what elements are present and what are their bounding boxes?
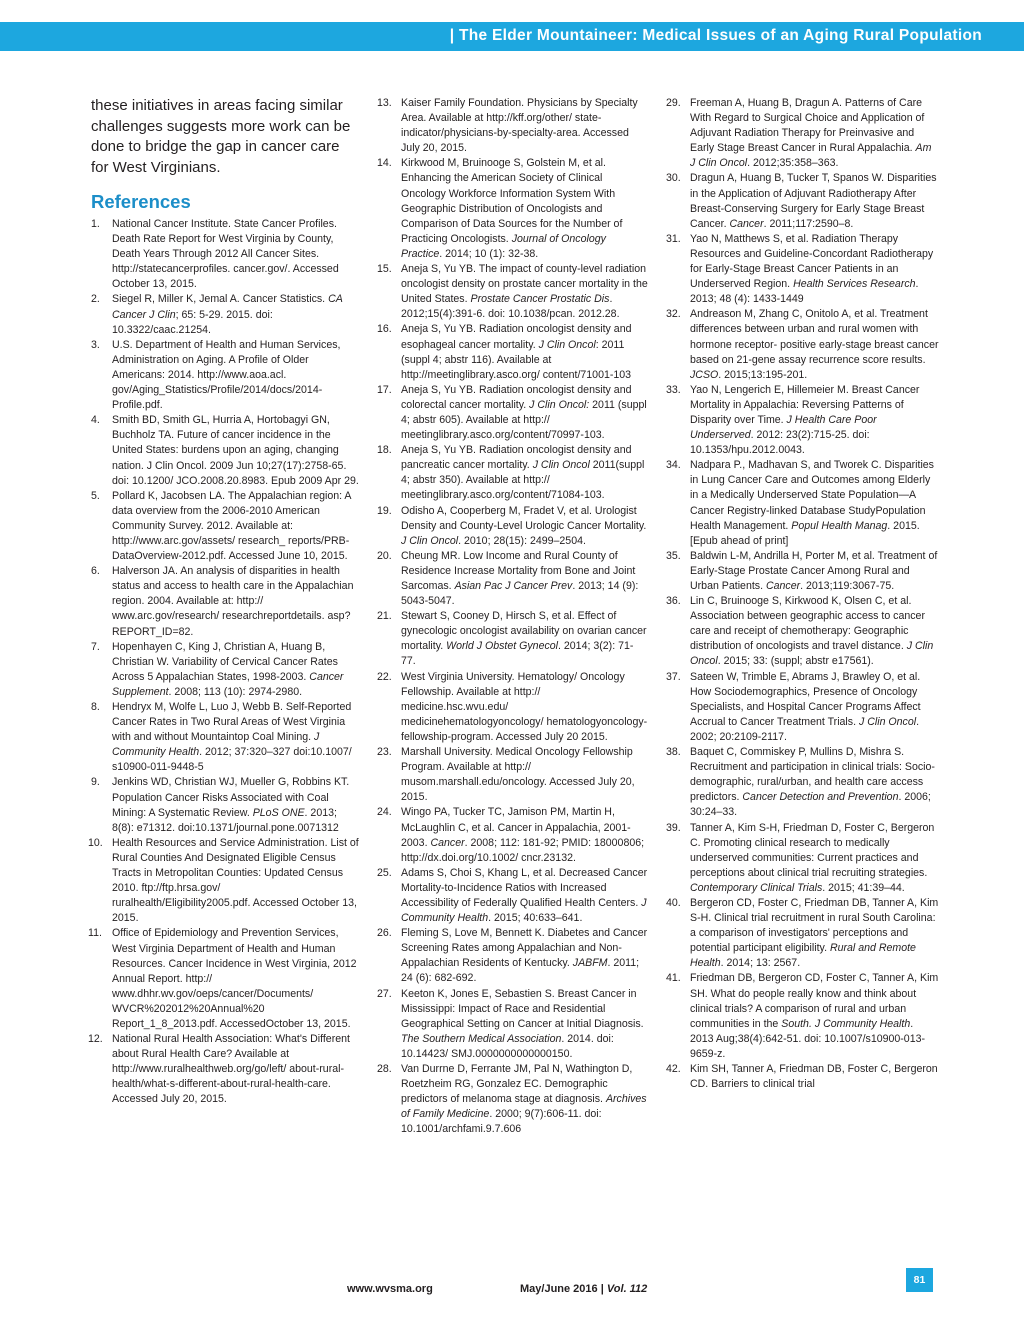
reference-text: . 2014; 13: 2567.	[720, 957, 801, 970]
reference-item	[666, 549, 939, 594]
reference-text: . 2008; 113 (10): 2974-2980.	[168, 685, 303, 698]
column-right	[666, 96, 939, 1092]
reference-number: 23.	[377, 746, 392, 759]
reference-text: . 2013;119:3067-75.	[800, 580, 895, 592]
reference-text: . 2013; 48 (4): 1433-1449	[690, 278, 919, 306]
reference-italic-text: Prostate Cancer Prostatic Dis	[470, 293, 610, 306]
reference-number: 17.	[377, 383, 392, 396]
reference-item	[377, 383, 648, 443]
reference-text: Aneja S, Yu YB. Radiation oncologist density and pancreatic cancer mortality.	[401, 444, 632, 472]
reference-item	[91, 217, 359, 292]
reference-text: . 2012;35:358–363.	[747, 157, 839, 170]
reference-item	[666, 896, 939, 971]
reference-italic-text: PLoS ONE	[252, 806, 305, 819]
reference-text: 2011(suppl 4; abstr 350). Available at http:// meetinglibrary.asco.org/content/71084-103.	[401, 459, 645, 502]
reference-text: Hopenhayen C, King J, Christian A, Huang B, Christian W. Variability of Cervical Cancer Rates Across 5 Appalachian States, 1998-2003.	[112, 640, 338, 683]
reference-item	[377, 96, 648, 156]
reference-italic-text: J Clin Oncol	[690, 640, 934, 668]
footer-website: www.wvsma.org	[347, 1283, 433, 1295]
reference-text: Bergeron CD, Foster C, Friedman DB, Tanner A, Kim S-H. Clinical trial recruitment in rural South Carolina: a comparison of investigators' perceptions and potential participant eligibility.	[690, 896, 939, 955]
reference-text: Marshall University. Medical Oncology Fellowship Program. Available at http:// musom.marshall.edu/oncology. Accessed July 20, 2015.	[401, 746, 635, 804]
reference-text: ; 65: 5-29. 2015. doi: 10.3322/caac.21254.	[112, 308, 273, 336]
reference-item	[377, 504, 648, 549]
reference-text: . 2008; 112: 181-92; PMID: 18000806; http://dx.doi.org/10.1002/ cncr.23132.	[401, 836, 645, 864]
reference-italic-text: J Clin Oncol	[532, 459, 590, 472]
reference-number: 18.	[377, 444, 392, 457]
reference-item	[666, 594, 939, 669]
reference-text: . 2014; 10 (1): 32-38.	[439, 247, 539, 260]
reference-text: Wingo PA, Tucker TC, Jamison PM, Martin H, McLaughlin C, et al. Cancer in Appalachia, 2001-2003.	[401, 806, 631, 849]
reference-number: 21.	[377, 610, 392, 623]
reference-number: 16.	[377, 323, 392, 336]
reference-text: Lin C, Bruinooge S, Kirkwood K, Olsen C, et al. Association between geographic access to cancer care and receipt of chemotherapy: Geographic distribution of oncologists and travel distance.	[690, 595, 925, 653]
reference-item	[666, 232, 939, 307]
reference-item	[91, 489, 359, 564]
reference-italic-text: Rural and Remote Health	[690, 942, 916, 970]
reference-number: 20.	[377, 549, 392, 562]
footer-volume: Vol. 112	[606, 1283, 648, 1295]
reference-text: Andreason M, Zhang C, Onitolo A, et al. Treatment differences between urban and rural women with hormone receptor- positive early-stage breast cancer based on 21-gene assay recurrence score results.	[690, 308, 939, 366]
reference-italic-text: J Clin Oncol	[858, 715, 917, 728]
reference-text: . 2012; 37:320–327 doi:10.1007/ s10900-011-9448-5	[112, 746, 352, 774]
reference-italic-text: The Southern Medical Association	[401, 1032, 562, 1045]
reference-italic-text: CA Cancer J Clin	[112, 293, 343, 321]
reference-text: Office of Epidemiology and Prevention Services, West Virginia Department of Health and Human Resources. Cancer Incidence in West Virginia, 2012 Annual Report. http:// www.dhhr.wv.gov/oeps/cancer/Documents/ WVCR%202012%20Annual%20 Report_1_8_2013.pdf. AccessedOctober 13, 2015.	[112, 927, 357, 1030]
reference-italic-text: Archives of Family Medicine	[401, 1093, 647, 1121]
reference-number: 39.	[666, 821, 681, 834]
reference-italic-text: J Clin Oncol	[401, 534, 459, 547]
reference-item	[377, 443, 648, 503]
column-left	[88, 96, 359, 1108]
reference-item	[377, 549, 648, 609]
reference-number: 30.	[666, 172, 681, 185]
reference-italic-text: Popul Health Manag	[791, 519, 888, 532]
reference-text: . 2013; 14 (9): 5043-5047.	[401, 580, 639, 608]
reference-text: Adams S, Choi S, Khang L, et al. Decreased Cancer Mortality-to-Incidence Ratios with Increased Accessibility of Federally Qualified Health Centers.	[401, 866, 648, 909]
reference-text: . 2015. [Epub ahead of print]	[690, 519, 920, 547]
reference-text: . 2011;117:2590–8.	[763, 217, 854, 230]
reference-item	[666, 383, 939, 458]
reference-text: . 2015; 40:633–641.	[488, 912, 583, 925]
reference-item	[377, 866, 648, 926]
reference-item	[666, 670, 939, 745]
reference-number: 2.	[91, 293, 100, 306]
reference-italic-text: South. J Community Health	[781, 1017, 911, 1030]
reference-item	[377, 805, 648, 865]
reference-number: 36.	[666, 595, 681, 608]
reference-text: National Cancer Institute. State Cancer Profiles. Death Rate Report for West Virginia by County, Death Years Through 2012 All Cancer Sites. http://statecancerprofiles. cancer.gov/. Accessed October 13, 2015.	[112, 218, 339, 291]
reference-italic-text: J Health Care Poor Underserved	[690, 413, 877, 442]
reference-number: 15.	[377, 263, 392, 276]
reference-text: Hendryx M, Wolfe L, Luo J, Webb B. Self-Reported Cancer Rates in Two Rural Areas of West Virginia with and without Mountaintop Coal Mining.	[112, 701, 352, 744]
reference-number: 12.	[88, 1033, 103, 1046]
reference-number: 22.	[377, 670, 392, 683]
reference-number: 41.	[666, 972, 681, 985]
reference-text: Pollard K, Jacobsen LA. The Appalachian region: A data overview from the 2006-2010 American Community Survey. 2012. Available at: http://www.arc.gov/assets/ research_ reports/PRB-DataOverview-2012.pdf. Accessed June 10, 2015.	[112, 489, 351, 563]
reference-italic-text: Cancer Supplement	[112, 670, 344, 698]
reference-item	[88, 926, 359, 1032]
reference-item	[666, 96, 939, 171]
reference-text: . 2015; 33: (suppl; abstr e17561).	[717, 655, 874, 668]
reference-number: 34.	[666, 459, 681, 472]
reference-text: Fleming S, Love M, Bennett K. Diabetes and Cancer Screening Rates among Appalachian and Non-Appalachian Residents of Kentucky.	[401, 927, 648, 970]
reference-text: Yao N, Matthews S, et al. Radiation Therapy Resources and Guideline-Concordant Radiotherapy for Early-Stage Breast Cancer Patients in an Underserved Region.	[690, 232, 934, 291]
reference-number: 27.	[377, 987, 392, 1000]
reference-number: 38.	[666, 746, 681, 759]
reference-item	[91, 640, 359, 700]
reference-text: Freeman A, Huang B, Dragun A. Patterns of Care With Regard to Surgical Choice and Application of Adjuvant Radiation Therapy for Preinvasive and Early Stage Breast Cancer in Rural Appalachia.	[690, 97, 925, 155]
footer-issue	[520, 1283, 647, 1295]
reference-number: 19.	[377, 504, 392, 517]
column-middle	[377, 96, 648, 1137]
reference-item	[91, 700, 359, 775]
reference-item	[666, 458, 939, 549]
body-paragraph: these initiatives in areas facing similar challenges suggests more work can be done to bridge the gap in cancer care for West Virginians.	[91, 97, 351, 176]
reference-italic-text: Health Services Research	[793, 278, 916, 291]
reference-number: 32.	[666, 308, 681, 321]
reference-text: Stewart S, Cooney D, Hirsch S, et al. Effect of gynecologic oncologist availability on ovarian cancer mortality.	[401, 610, 647, 653]
reference-italic-text: JCSO	[690, 368, 719, 381]
reference-number: 9.	[91, 776, 100, 789]
reference-text: Kirkwood M, Bruinooge S, Golstein M, et al. Enhancing the American Society of Clinical Oncology Workforce Information System With Geographic Distribution of Oncologists and Comparison of Data Sources for the Number of Practicing Oncologists.	[401, 157, 623, 245]
reference-item	[377, 262, 648, 322]
reference-item	[666, 971, 939, 1062]
reference-text: Aneja S, Yu YB. Radiation oncologist density and colorectal cancer mortality.	[401, 383, 632, 411]
reference-italic-text: Contemporary Clinical Trials	[690, 881, 823, 894]
reference-text: Health Resources and Service Administration. List of Rural Counties And Designated Eligible Census Tracts in Metropolitan Counties: Updated Census 2010. ftp://ftp.hrsa.gov/ ruralhealth/Eligibility2005.pdf. Accessed October 13, 2015.	[112, 836, 359, 925]
reference-text: Kaiser Family Foundation. Physicians by Specialty Area. Available at http://kff.org/other/ state-indicator/physicians-by-specialty-area. Accessed July 20, 2015.	[401, 97, 638, 155]
reference-text: Aneja S, Yu YB. Radiation oncologist density and esophageal cancer mortality.	[401, 323, 632, 351]
reference-item	[88, 1032, 359, 1107]
reference-list	[666, 96, 939, 1092]
header-bar	[0, 22, 1024, 51]
reference-italic-text: Am J Clin Oncol	[690, 142, 932, 170]
reference-italic-text: J Clin Oncol	[538, 338, 596, 351]
reference-item	[666, 171, 939, 231]
reference-text: . 2012;15(4):391-6. doi: 10.1038/pcan. 2012.28.	[401, 293, 620, 321]
reference-item	[88, 836, 359, 927]
reference-text: Siegel R, Miller K, Jemal A. Cancer Statistics.	[112, 293, 329, 306]
page-number-badge: 81	[906, 1268, 933, 1292]
reference-text: . 2013 Aug;38(4):642-51. doi: 10.1007/s10900-013-9659-z.	[690, 1017, 926, 1060]
reference-number: 42.	[666, 1063, 681, 1075]
reference-number: 37.	[666, 670, 681, 683]
reference-text: U.S. Department of Health and Human Services, Administration on Aging. A Profile of Older Americans: 2014. http://www.aoa.acl. gov/Aging_Statistics/Profile/2014/docs/2014-Profile.pdf.	[112, 338, 341, 412]
reference-text: . 2011; 24 (6): 682-692.	[401, 957, 640, 985]
reference-number: 6.	[91, 565, 100, 578]
running-header-title: | The Elder Mountaineer: Medical Issues of an Aging Rural Population	[449, 27, 982, 44]
reference-item	[666, 1062, 939, 1092]
reference-text: National Rural Health Association: What's Different about Rural Health Care? Available at http://www.ruralhealthweb.org/go/left/ about-rural-health/what-s-different-about-rural-health-care. Accessed July 20, 2015.	[112, 1033, 350, 1106]
reference-text: . 2013; 8(8): e71312. doi:10.1371/journal.pone.0071312	[112, 806, 339, 834]
reference-number: 14.	[377, 157, 392, 170]
references-heading: References	[91, 191, 191, 212]
reference-text: Jenkins WD, Christian WJ, Mueller G, Robbins KT. Population Cancer Risks Associated with Coal Mining: A Systematic Review.	[112, 776, 350, 819]
reference-text: . 2006; 30:24–33.	[690, 791, 931, 819]
reference-number: 11.	[88, 927, 102, 940]
reference-number: 10.	[88, 836, 103, 849]
reference-item	[91, 413, 359, 488]
reference-italic-text: Cancer	[430, 836, 465, 849]
reference-item	[666, 821, 939, 896]
reference-italic-text: JABFM	[572, 957, 608, 970]
reference-text: Aneja S, Yu YB. The impact of county-level radiation oncologist density on prostate cancer mortality in the United States.	[401, 263, 648, 306]
reference-text: Odisho A, Cooperberg M, Fradet V, et al. Urologist Density and County-Level Urologic Cancer Mortality.	[401, 504, 647, 532]
reference-text: . 2010; 28(15): 2499–2504.	[458, 534, 586, 547]
reference-italic-text: Cancer Detection and Prevention	[742, 791, 899, 804]
reference-number: 28.	[377, 1063, 392, 1075]
reference-text: Smith BD, Smith GL, Hurria A, Hortobagyi GN, Buchholz TA. Future of cancer incidence in the United States: burdens upon an aging, changing nation. J Clin Oncol. 2009 Jun 10;27(17):2758-65. doi: 10.1200/ JCO.2008.20.8983. Epub 2009 Apr 29.	[112, 414, 359, 487]
reference-number: 25.	[377, 866, 392, 879]
reference-number: 35.	[666, 549, 681, 562]
reference-item	[377, 987, 648, 1062]
reference-item	[377, 670, 648, 745]
reference-list	[88, 217, 359, 1108]
reference-italic-text: J Community Health	[112, 731, 320, 759]
reference-italic-text: Cancer	[729, 217, 764, 230]
reference-number: 40.	[666, 896, 681, 909]
reference-item	[377, 1062, 648, 1137]
reference-item	[91, 775, 359, 835]
reference-item	[91, 292, 359, 337]
reference-number: 26.	[377, 927, 392, 940]
reference-item	[91, 564, 359, 639]
reference-number: 31.	[666, 232, 681, 245]
reference-text: Cheung MR. Low Income and Rural County of Residence Increase Mortality from Bone and Joint Sarcomas.	[401, 549, 636, 592]
reference-text: . 2012: 23(2):715-25. doi: 10.1353/hpu.2012.0043.	[690, 429, 870, 457]
reference-number: 5.	[91, 489, 100, 502]
reference-item	[91, 338, 359, 413]
reference-text: Sateen W, Trimble E, Abrams J, Brawley O, et al. How Sociodemographics, Presence of Oncology Specialists, and Hospital Cancer Programs Affect Accrual to Cancer Treatment Trials.	[690, 670, 921, 728]
reference-number: 13.	[377, 97, 392, 109]
reference-number: 1.	[91, 218, 100, 230]
reference-text: . 2014; 3(2): 71-77.	[401, 640, 634, 668]
reference-item	[377, 609, 648, 669]
reference-text: . 2015;13:195-201.	[718, 368, 808, 381]
reference-item	[377, 745, 648, 805]
reference-text: 2011 (suppl 4; abstr 605). Available at http:// meetinglibrary.asco.org/content/70997-103.	[401, 398, 647, 442]
reference-number: 8.	[91, 701, 100, 713]
reference-number: 7.	[91, 640, 100, 653]
reference-text: . 2002; 20:2109-2117.	[690, 715, 920, 743]
reference-number: 33.	[666, 383, 681, 396]
reference-italic-text: Asian Pac J Cancer Prev	[454, 580, 573, 592]
reference-text: Van Durrne D, Ferrante JM, Pal N, Wathington D, Roetzheim RG, Gonzalez EC. Demographic predictors of melanoma stage at diagnosis.	[401, 1063, 633, 1106]
reference-text: . 2000; 9(7):606-11. doi: 10.1001/archfami.9.7.606	[401, 1108, 602, 1136]
reference-text: Dragun A, Huang B, Tucker T, Spanos W. Disparities in the Application of Adjuvant Radiotherapy After Breast-Conserving Surgery for Early Stage Breast Cancer.	[690, 172, 937, 230]
reference-italic-text: J Clin Oncol:	[529, 398, 590, 411]
reference-number: 4.	[91, 414, 100, 427]
reference-item	[377, 926, 648, 986]
reference-text: Halverson JA. An analysis of disparities in health status and access to health care in the Appalachian region. 2004. Available at: http:// www.arc.gov/research/ researchreportdetails. asp? REPORT_ID=82.	[112, 565, 354, 638]
reference-text: Nadpara P., Madhavan S, and Tworek C. Disparities in Lung Cancer Care and Outcomes among Elderly in a Medically Underserved State Population—A Cancer Registry-linked Database StudyPopulation Health Management.	[690, 459, 934, 532]
reference-text: Keeton K, Jones E, Sebastien S. Breast Cancer in Mississippi: Impact of Race and Residential Geographical Setting on Cancer at Initial Diagnosis.	[401, 987, 644, 1030]
reference-number: 24.	[377, 806, 392, 819]
reference-text: . 2015; 41:39–44.	[822, 881, 905, 894]
reference-item	[666, 307, 939, 382]
reference-italic-text: World J Obstet Gynecol	[446, 640, 559, 653]
reference-italic-text: J Community Health	[401, 896, 647, 925]
reference-text: West Virginia University. Hematology/ Oncology Fellowship. Available at http:// medicine.hsc.wvu.edu/ medicinehematologyoncology/ hematologyoncology-fellowship-program. Accessed July 20 2015.	[401, 670, 648, 743]
reference-italic-text: Cancer	[765, 580, 801, 592]
reference-text: Yao N, Lengerich E, Hillemeier M. Breast Cancer Mortality in Appalachia: Reversing Patterns of Disparity over Time.	[690, 383, 920, 426]
reference-text: . 2014. doi: 10.14423/ SMJ.0000000000000150.	[401, 1032, 614, 1060]
reference-number: 29.	[666, 97, 681, 109]
reference-italic-text: Journal of Oncology Practice	[401, 232, 606, 260]
reference-text: Baldwin L-M, Andrilla H, Porter M, et al. Treatment of Early-Stage Prostate Cancer Among Rural and Urban Patients.	[690, 549, 938, 592]
reference-text: : 2011 (suppl 4; abstr 116). Available at http://meetinglibrary.asco.org/ content/71001-103	[401, 338, 632, 381]
reference-list	[377, 96, 648, 1137]
reference-text: Kim SH, Tanner A, Friedman DB, Foster C, Bergeron CD. Barriers to clinical trial	[690, 1063, 938, 1091]
reference-number: 3.	[91, 338, 100, 351]
reference-text: Friedman DB, Bergeron CD, Foster C, Tanner A, Kim SH. What do people really know and think about clinical trials? A comparison of rural and urban communities in the	[690, 972, 939, 1030]
reference-text: Tanner A, Kim S-H, Friedman D, Foster C, Bergeron C. Promoting clinical research to medically underserved communities: Current practices and perceptions about clinical trial recruiting strategies.	[690, 821, 935, 879]
reference-item	[377, 322, 648, 382]
reference-text: Baquet C, Commiskey P, Mullins D, Mishra S. Recruitment and participation in clinical trials: Socio-demographic, rural/urban, and health care access predictors.	[690, 746, 935, 804]
footer-issue-date: May/June 2016 |	[520, 1283, 607, 1295]
reference-item	[666, 745, 939, 820]
reference-item	[377, 156, 648, 262]
